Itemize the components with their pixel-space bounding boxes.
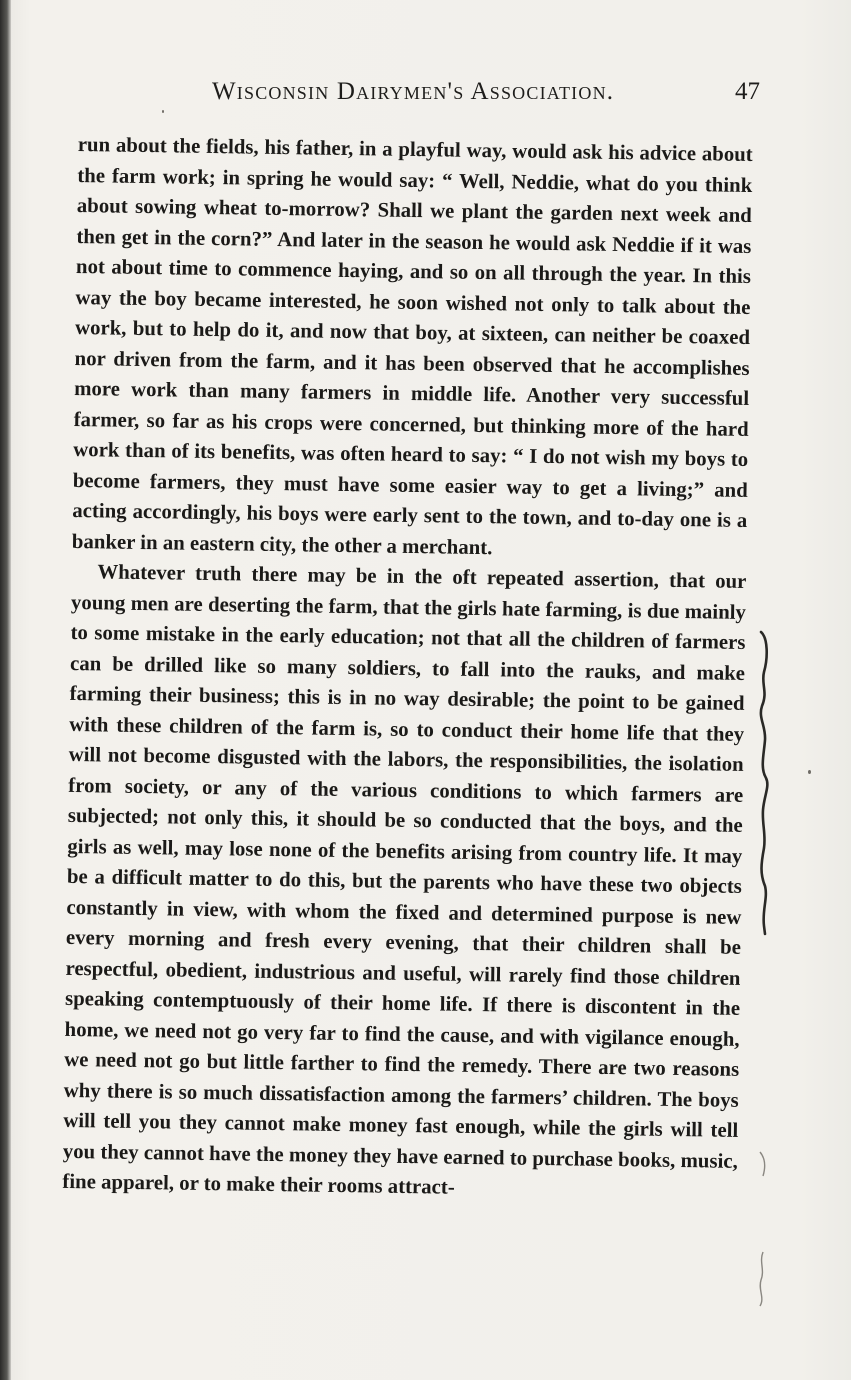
paragraph-2: Whatever truth there may be in the oft repeated assertion, that our young men are deserting the farm, that the girls hate farming, is due mainly to some mistake in the early education; not that all the children of farmers can be drilled like so many soldiers, to fall into the rauks, and make farming their business; this is in no way desirable; the point to be gained with these children of the farm is, so to conduct their home life that they will not become disgusted with the labors, the responsibilities, the isolation from society, or any of the various conditions to which farmers are subjected; not only this, it should be so conducted that the boys, and the girls as well, may lose none of the benefits arising from country life. It may be a difficult matter to do this, but the parents who have these two objects constantly in view, with whom the fixed and determined purpose is new every morning and fresh every evening, that their children shall be respectful, obedient, industrious and useful, will rarely find those children speaking contemptuously of their home life. If there is discontent in the home, we need not go very far to find the cause, and with vigilance enough, we need not go but little farther to find the remedy. There are two reasons why there is so much dissatisfaction among the farmers’ children. The boys will tell you they cannot make money fast enough, while the girls will tell you they cannot have the money they have earned to purchase books, music, fine apparel, or to make their rooms attract- — [62, 560, 747, 1199]
handwritten-brace-icon — [756, 628, 780, 938]
page-header — [150, 78, 760, 110]
paragraph-1: run about the fields, his father, in a playful way, would ask his advice about the farm work; in spring he would say: “ Well, Neddie, what do you think about sowing wheat to-morrow? Shall we plant the garden next week and then get in the corn?” And later in the season he would ask Neddie if it was not about time to commence haying, and so on all through the year. In this way the boy became interested, he soon wished not only to talk about the work, but to help do it, and now that boy, at sixteen, can neither be coaxed nor driven from the farm, and it has been observed that he accomplishes more work than many farmers in middle life. Another very successful farmer, so far as his crops were concerned, but thinking more of the hard work than of its benefits, was often heard to say: “ I do not wish my boys to become farmers, they must have some easier way to get a living;” and acting accordingly, his boys were early sent to the town, and to-day one is a banker in an eastern city, the other a merchant. — [71, 132, 753, 559]
book-binding-edge — [0, 0, 11, 1380]
paper-speck — [162, 110, 164, 113]
paper-speck — [808, 770, 811, 774]
pencil-mark-icon — [757, 1248, 773, 1308]
page-body — [62, 130, 753, 1207]
running-title: Wisconsin Dairymen's Association. — [212, 78, 615, 105]
pencil-mark-icon — [757, 1150, 773, 1180]
page-number: 47 — [735, 78, 760, 105]
